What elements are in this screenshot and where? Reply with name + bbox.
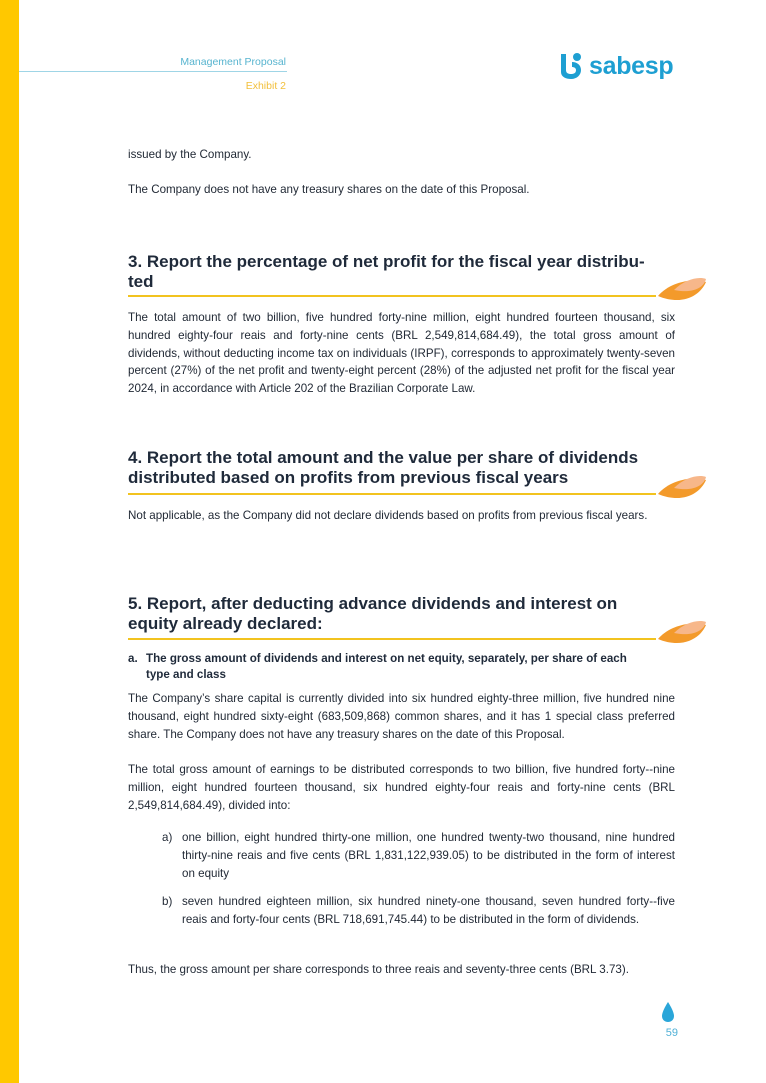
list-item-text: seven hundred eighteen million, six hundred ninety-one thousand, seven hundred forty--five reais and forty-four cents (BRL 718,691,745.44) to be distributed in the form of dividends. xyxy=(182,895,675,926)
section-3-body: The total amount of two billion, five hundred forty-nine million, eight hundred fourteen thousand, six hundred eighty-four reais and forty-nine cents (BRL 2,549,814,684.49), the total gross amount of dividends, without deducting income tax on individuals (IRPF), corresponds to approximately twenty-seven percent (27%) of the net profit and twenty-eight percent (28%) of the adjusted net profit for the fiscal year 2024, in accordance with Article 202 of the Brazilian Corporate Law. xyxy=(128,311,675,396)
section-4-heading xyxy=(128,448,668,488)
section-5-heading-line2: equity already declared: xyxy=(128,614,323,633)
intro-line-1: issued by the Company. xyxy=(128,148,252,161)
logo-text: sabesp xyxy=(589,51,674,80)
left-accent-bar xyxy=(0,0,19,1083)
section-5-para-1: The Company’s share capital is currently divided into six hundred eighty-three million, five hundred nine thousand, eight hundred sixty-eight (683,509,868) common shares, and it has 1 special class preferred share. The Company does not have any treasury shares on the date of this Proposal. xyxy=(128,692,675,741)
section-5-subheading-a xyxy=(128,651,675,683)
section-4-rule xyxy=(128,493,656,495)
leaf-decoration-icon xyxy=(656,474,708,504)
leaf-decoration-icon xyxy=(656,619,708,649)
header-title: Management Proposal xyxy=(180,56,286,68)
sabesp-logo-icon xyxy=(558,52,584,80)
intro-line-2: The Company does not have any treasury shares on the date of this Proposal. xyxy=(128,183,530,196)
section-3-heading-line2: ted xyxy=(128,272,154,291)
header-rule xyxy=(19,71,287,72)
section-3-rule xyxy=(128,295,656,297)
list-item-text: one billion, eight hundred thirty-one million, one hundred twenty-two thousand, nine hundred thirty-nine reais and five cents (BRL 1,831,122,939.05) to be distributed in the form of interest on equity xyxy=(182,831,675,880)
list-item xyxy=(162,893,675,929)
list-item-marker: a) xyxy=(162,831,173,844)
subheading-line2: type and class xyxy=(146,668,226,681)
section-4-heading-line1: 4. Report the total amount and the value per share of dividends xyxy=(128,448,639,467)
section-4-heading-line2: distributed based on profits from previous fiscal years xyxy=(128,468,569,487)
section-5-rule xyxy=(128,638,656,640)
section-5-para-2: The total gross amount of earnings to be distributed corresponds to two billion, five hundred forty--nine million, eight hundred fourteen thousand, six hundred eighty-four reais and forty-nine cents (BRL 2,549,814,684.49), divided into: xyxy=(128,763,675,812)
list-item xyxy=(162,829,675,882)
section-4-body: Not applicable, as the Company did not declare dividends based on profits from previous fiscal years. xyxy=(128,509,648,522)
section-3-heading xyxy=(128,252,668,292)
section-5-heading-line1: 5. Report, after deducting advance dividends and interest on xyxy=(128,594,618,613)
sabesp-logo xyxy=(558,50,673,82)
page-number: 59 xyxy=(665,1027,678,1039)
section-3-heading-line1: 3. Report the percentage of net profit for the fiscal year distribu- xyxy=(128,252,645,271)
water-drop-icon xyxy=(661,1001,675,1023)
list-item-marker: b) xyxy=(162,895,173,908)
section-5-conclusion: Thus, the gross amount per share corresponds to three reais and seventy-three cents (BRL 3.73). xyxy=(128,963,629,976)
leaf-decoration-icon xyxy=(656,276,708,306)
subheading-line1: The gross amount of dividends and interest on net equity, separately, per share of each xyxy=(146,652,627,665)
section-5-heading xyxy=(128,594,668,634)
subheading-marker: a. xyxy=(128,652,138,665)
header-subtitle: Exhibit 2 xyxy=(245,80,286,92)
